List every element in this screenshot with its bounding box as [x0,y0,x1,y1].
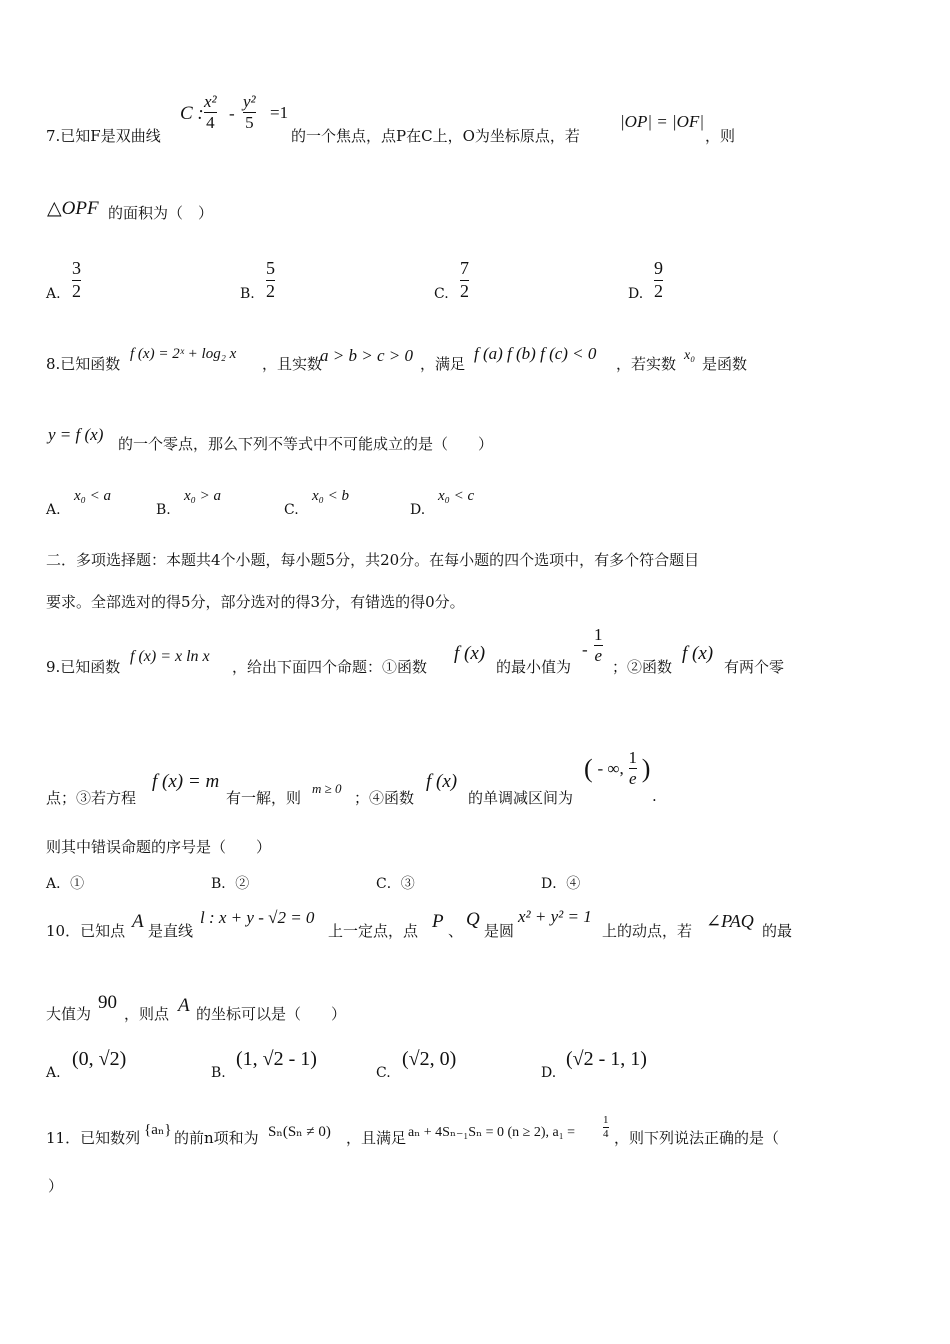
q9-fx-3: f (x) [426,771,458,792]
q7-curve-name: C : [180,103,204,124]
q10-option-d-expr: (√2 - 1, 1) [566,1048,647,1070]
q8-option-b-label[interactable]: B. [156,502,171,518]
q8-text-4: 是函数 [702,355,748,373]
q11-text-3: ，则下列说法正确的是（ [614,1129,780,1147]
q7-option-b-label[interactable]: B. [240,286,255,302]
q7-option-a-label[interactable]: A. [46,286,61,302]
q8-option-c-label[interactable]: C. [284,502,299,518]
q11-text-1: 的前n项和为 [174,1129,259,1147]
q7-option-c-value: $\frac{7}{2}$ [460,258,469,301]
q10-line-equation: l : x + y - √2 = 0 [200,908,315,927]
q9-option-c[interactable]: C．③ [376,876,415,892]
q10-option-a-label[interactable]: A. [46,1065,61,1081]
q9-prefix: 9.已知函数 [46,658,121,676]
q9-function: f (x) = x ln x [130,648,210,665]
q9-minval-sign: - [582,640,588,659]
q7-option-c-label[interactable]: C. [434,286,449,302]
q11-relation: aₙ + 4Sₙ₋₁Sₙ = 0 (n ≥ 2), a₁ = [408,1125,576,1140]
q10-point-a: A [132,911,144,932]
q9-interval: ( - ∞, $\frac{1}{e}$ ) [584,748,651,789]
q9-fx-1: f (x) [454,643,486,664]
q9-option-d[interactable]: D．④ [541,876,581,892]
q8-option-b-expr: x₀ > a [184,488,221,504]
q7-minus: - [229,104,235,123]
q8-line2-text: 的一个零点，那么下列不等式中不可能成立的是（ ） [118,435,494,453]
q9-fx-2: f (x) [682,643,714,664]
q10-prefix: 10．已知点 [46,922,126,940]
q11-sequence: {aₙ} [144,1122,172,1138]
q10-text-4: 是圆 [484,922,515,940]
q8-text-1: ，且实数 [262,355,323,373]
q10-text-3: 、 [448,922,464,940]
q11-prefix: 11．已知数列 [46,1129,141,1147]
q10-option-b-expr: (1, √2 - 1) [236,1048,317,1070]
section-2-line-1: 二．多项选择题：本题共4个小题，每小题5分，共20分。在每小题的四个选项中，有多个符合题目 [46,551,700,569]
q10-point-q: Q [466,909,480,930]
q7-end-text: ，则 [705,127,736,145]
q8-option-a-label[interactable]: A. [46,502,61,518]
q7-middle-text: 的一个焦点，点P在C上，O为坐标原点，若 [291,127,580,145]
q9-text-3: ；②函数 [612,658,673,676]
q9-equation-m: f (x) = m [152,771,220,792]
q8-option-a-expr: x₀ < a [74,488,111,504]
q11-sum: Sₙ(Sₙ ≠ 0) [268,1124,331,1140]
q10-circle-equation: x² + y² = 1 [518,907,592,926]
q9-text-2: 的最小值为 [496,658,572,676]
q10-angle: ∠PAQ [706,911,754,931]
q10-point-a-2: A [178,995,190,1016]
q10-text-7: ，则点 [124,1005,170,1023]
q8-x0: x₀ [684,348,696,363]
q10-line2-start: 大值为 [46,1005,92,1023]
q8-option-c-expr: x₀ < b [312,488,349,504]
q10-text-1: 是直线 [148,922,194,940]
q9-option-b[interactable]: B．② [211,876,250,892]
q9-option-a[interactable]: A．① [46,876,85,892]
q7-line2-text: 的面积为（ ） [108,204,214,222]
q7-option-d-label[interactable]: D. [628,286,644,302]
q9-text-6: ；④函数 [354,789,415,807]
q9-line3: 则其中错误命题的序号是（ ） [46,838,272,856]
q7-option-d-value: $\frac{9}{2}$ [654,258,663,301]
q11-line2: ） [48,1177,64,1195]
q7-option-a-value: $\frac{3}{2}$ [72,258,81,301]
q9-text-5: 有一解，则 [226,789,302,807]
q8-option-d-expr: x₀ < c [438,488,475,504]
q10-option-d-label[interactable]: D. [541,1065,557,1081]
q7-prefix: 7.已知F是双曲线 [46,127,161,145]
q7-fraction-x: $\frac{\text{x²}}{4}$ [204,92,217,133]
q10-text-8: 的坐标可以是（ ） [196,1005,347,1023]
q10-text-2: 上一定点，点 [328,922,419,940]
q10-option-c-label[interactable]: C. [376,1065,391,1081]
q9-text-1: ，给出下面四个命题：①函数 [232,658,428,676]
q8-function: f (x) = 2ˣ + log₂ x [130,346,237,362]
q8-prefix: 8.已知函数 [46,355,121,373]
q7-abs-equation: |OP| = |OF| [620,112,704,131]
q7-option-b-value: $\frac{5}{2}$ [266,258,275,301]
q8-text-3: ，若实数 [616,355,677,373]
q7-fraction-y: $\frac{\text{y²}}{5}$ [243,92,256,133]
q11-a1-fraction: $\frac{1}{4}$ [603,1114,609,1141]
q9-text-7: 的单调减区间为 [468,789,574,807]
q9-line2-start: 点；③若方程 [46,789,137,807]
q10-point-p: P [432,911,444,932]
q9-m-condition: m ≥ 0 [312,781,342,796]
q9-text-4: 有两个零 [724,658,785,676]
q7-triangle: △OPF [47,198,99,219]
q7-equals-one: =1 [270,103,289,122]
q11-text-2: ，且满足 [346,1129,407,1147]
q9-minval-fraction: $\frac{1}{e}$ [594,625,603,666]
section-2-line-2: 要求。全部选对的得5分，部分选对的得3分，有错选的得0分。 [46,593,465,611]
q8-inequality: a > b > c > 0 [320,346,413,365]
q10-ninety: 90 [98,992,117,1013]
q10-text-5: 上的动点，若 [602,922,693,940]
q10-text-6: 的最 [762,922,793,940]
q10-option-b-label[interactable]: B. [211,1065,226,1081]
q8-text-2: ，满足 [420,355,466,373]
q8-option-d-label[interactable]: D. [410,502,426,518]
q9-end: . [652,787,657,805]
q8-product: f (a) f (b) f (c) < 0 [474,344,597,363]
q10-option-a-expr: (0, √2) [72,1048,127,1070]
q8-line2-math: y = f (x) [48,425,104,444]
q10-option-c-expr: (√2, 0) [402,1048,457,1070]
